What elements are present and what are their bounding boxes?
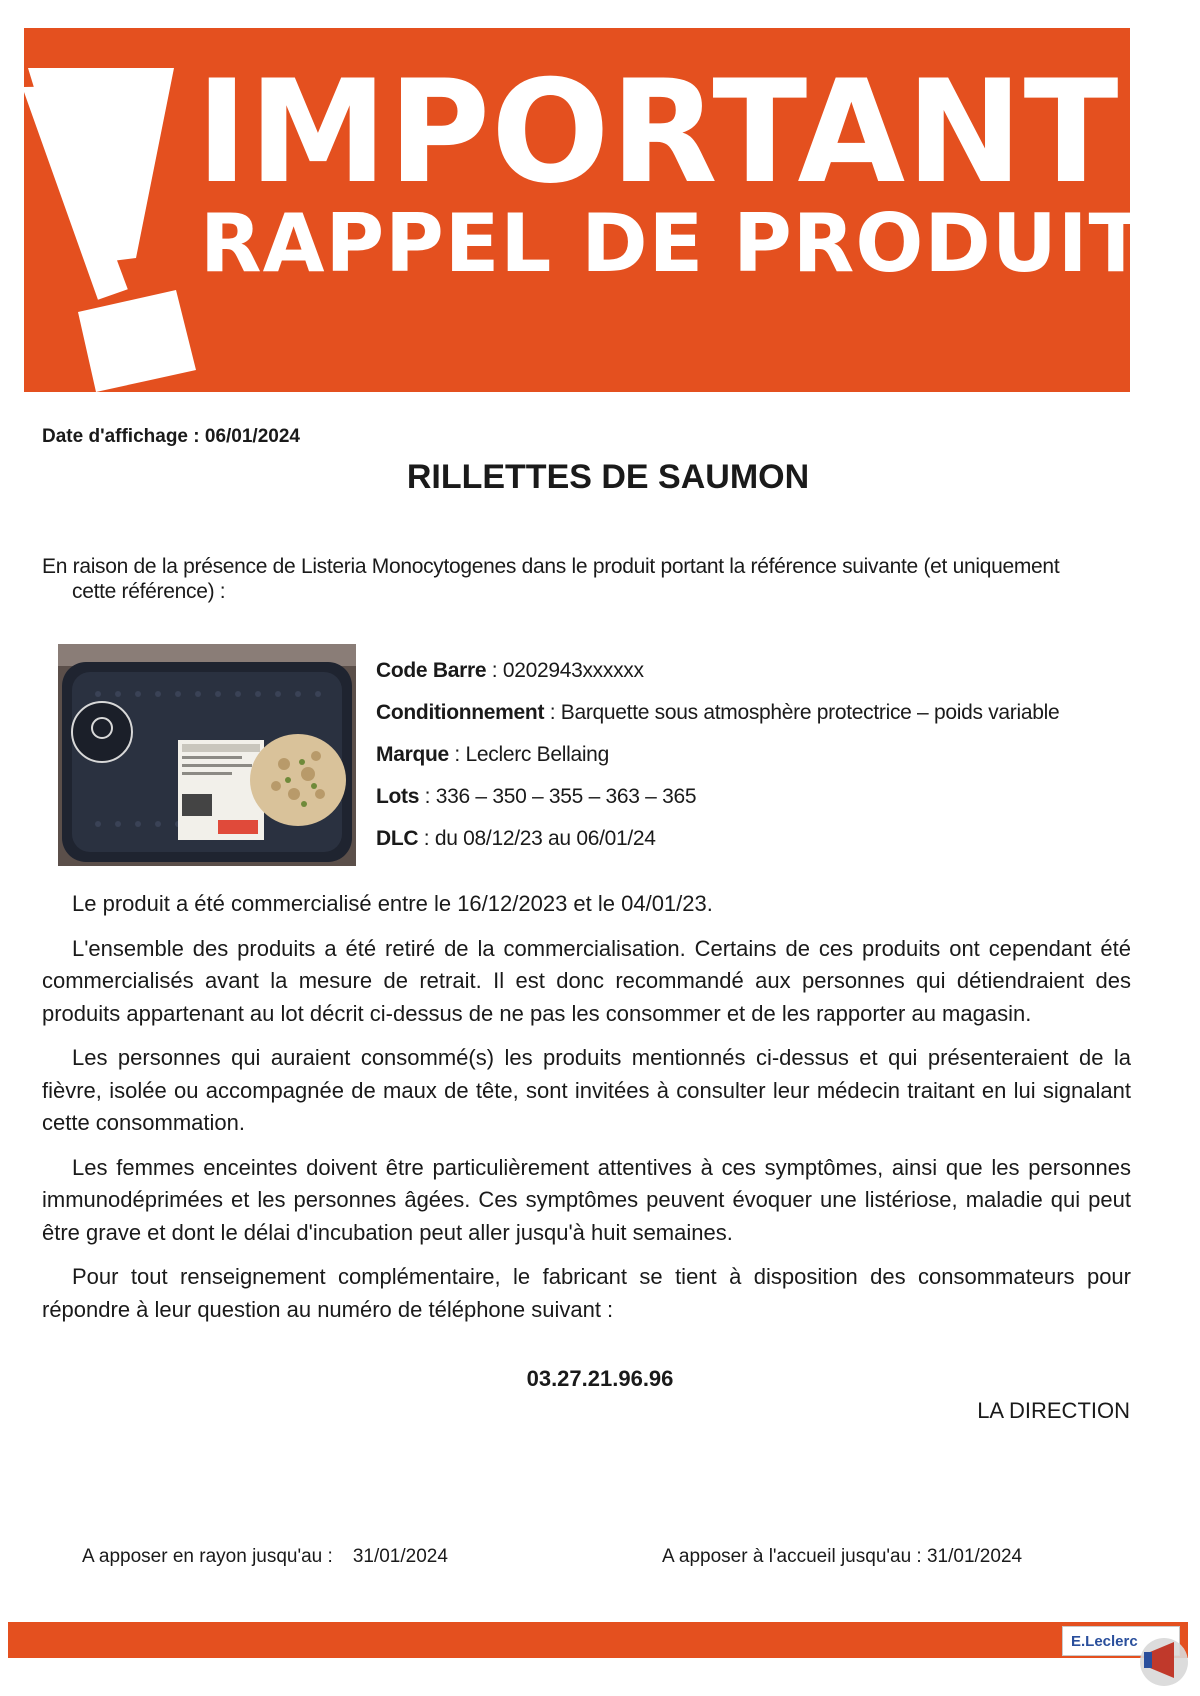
display-date-value: 06/01/2024: [204, 426, 300, 447]
footer-rayon-date: 31/01/2024: [352, 1546, 448, 1567]
product-photo: [58, 644, 356, 866]
detail-value: : Barquette sous atmosphère protectrice – poids variable: [544, 701, 1060, 724]
intro-text: [42, 554, 1132, 604]
footer-rayon-label: A apposer en rayon jusqu'au :: [82, 1546, 333, 1567]
detail-value: : 0202943xxxxxx: [486, 659, 644, 682]
product-title: RILLETTES DE SAUMON: [406, 458, 810, 496]
detail-value: : 336 – 350 – 355 – 363 – 365: [419, 785, 697, 808]
recall-banner: [24, 28, 1145, 392]
product-details: [376, 650, 1136, 860]
detail-brand: [376, 734, 1136, 776]
detail-value: : Leclerc Bellaing: [448, 743, 609, 766]
notice-body: [42, 888, 1131, 1338]
intro-line-2: cette référence) :: [72, 580, 226, 603]
paragraph-withdrawal: L'ensemble des produits a été retiré de la commercialisation. Certains de ces produits ont cependant été commercialisés avant la mesure de retrait. Il est donc recommandé aux personnes qui détiendraient des produits appartenant au lot décrit ci-dessus de ne pas les consommer et de les rapporter au magasin.: [42, 935, 1131, 1026]
phone-number: 03.27.21.96.96: [526, 1366, 674, 1391]
intro-line-1: En raison de la présence de Listeria Monocytogenes dans le produit portant la référence suivante (et uniquement: [42, 555, 1060, 578]
paragraph-commercialisation: Le produit a été commercialisé entre le 16/12/2023 et le 04/01/23.: [72, 891, 713, 916]
detail-barcode: [376, 650, 1136, 692]
paragraph-contact: Pour tout renseignement complémentaire, le fabricant se tient à disposition des consommateurs pour répondre à leur question au numéro de téléphone suivant :: [42, 1264, 1131, 1322]
footer-accueil: [662, 1546, 1022, 1568]
detail-dlc: [376, 818, 1136, 860]
detail-lots: [376, 776, 1136, 818]
paragraph-risk-groups: Les femmes enceintes doivent être particulièrement attentives à ces symptômes, ainsi que les personnes immunodéprimées et les personnes âgées. Ces symptômes peuvent évoquer une listériose, maladie qui peut être grave et dont le délai d'incubation peut aller jusqu'à huit semaines.: [42, 1154, 1131, 1245]
banner-title: IMPORTANT: [196, 50, 1120, 215]
display-date-label: Date d'affichage :: [42, 426, 205, 447]
banner-subtitle: RAPPEL DE PRODUIT: [200, 197, 1145, 290]
footer-bar: [8, 1622, 1188, 1658]
detail-value: : du 08/12/23 au 06/01/24: [418, 827, 656, 850]
leclerc-logo-text: E.Leclerc: [1071, 1632, 1138, 1650]
megaphone-icon: [1130, 1622, 1190, 1696]
paragraph-symptoms: Les personnes qui auraient consommé(s) les produits mentionnés ci-dessus et qui présenteraient de la fièvre, isolée ou accompagnée de maux de tête, sont invitées à consulter leur médecin traitant en lui signalant cette consommation.: [42, 1045, 1131, 1135]
footer-rayon: [82, 1546, 448, 1568]
detail-label: Conditionnement: [376, 701, 545, 724]
detail-label: DLC: [376, 827, 419, 850]
footer-accueil-date: 31/01/2024: [926, 1546, 1023, 1567]
footer-accueil-label: A apposer à l'accueil jusqu'au :: [662, 1546, 927, 1567]
signature: LA DIRECTION: [977, 1398, 1130, 1423]
detail-label: Marque: [376, 743, 449, 766]
display-date: [42, 426, 300, 448]
detail-label: Lots: [376, 785, 420, 808]
detail-label: Code Barre: [376, 659, 487, 682]
detail-packaging: [376, 692, 1136, 734]
